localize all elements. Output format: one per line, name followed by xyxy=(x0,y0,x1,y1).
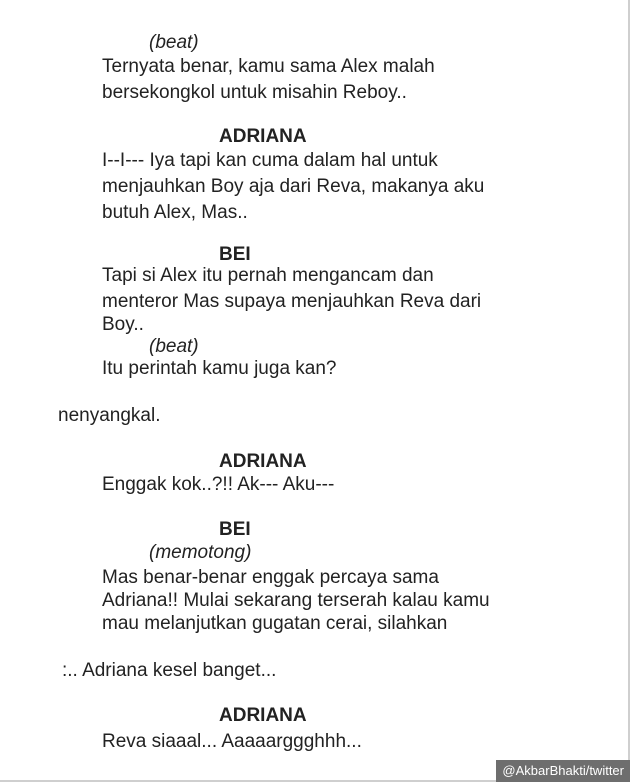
character-name: BEI xyxy=(219,519,251,540)
dialogue-line: Boy.. xyxy=(102,314,144,335)
dialogue-line: Adriana!! Mulai sekarang terserah kalau kamu xyxy=(102,590,490,611)
watermark-label: @AkbarBhakti/twitter xyxy=(496,760,630,782)
dialogue-line: Reva siaaal... Aaaaarggghhh... xyxy=(102,731,362,752)
dialogue-line: bersekongkol untuk misahin Reboy.. xyxy=(102,82,407,103)
dialogue-line: Itu perintah kamu juga kan? xyxy=(102,358,337,379)
character-name: ADRIANA xyxy=(219,126,307,147)
parenthetical: (beat) xyxy=(149,336,199,357)
dialogue-line: butuh Alex, Mas.. xyxy=(102,202,248,223)
dialogue-line: Enggak kok..?!! Ak--- Aku--- xyxy=(102,474,335,495)
parenthetical: (beat) xyxy=(149,32,199,53)
dialogue-line: Mas benar-benar enggak percaya sama xyxy=(102,567,439,588)
dialogue-line: Ternyata benar, kamu sama Alex malah xyxy=(102,56,435,77)
character-name: ADRIANA xyxy=(219,451,307,472)
dialogue-line: menteror Mas supaya menjauhkan Reva dari xyxy=(102,291,482,312)
dialogue-line: Tapi si Alex itu pernah mengancam dan xyxy=(102,265,434,286)
action-line: :.. Adriana kesel banget... xyxy=(62,660,277,681)
action-line: nenyangkal. xyxy=(58,405,161,426)
dialogue-line: I--I--- Iya tapi kan cuma dalam hal untuk xyxy=(102,150,438,171)
dialogue-line: menjauhkan Boy aja dari Reva, makanya aku xyxy=(102,176,485,197)
dialogue-line: mau melanjutkan gugatan cerai, silahkan xyxy=(102,613,448,634)
character-name: BEI xyxy=(219,244,251,265)
character-name: ADRIANA xyxy=(219,705,307,726)
parenthetical: (memotong) xyxy=(149,542,252,563)
